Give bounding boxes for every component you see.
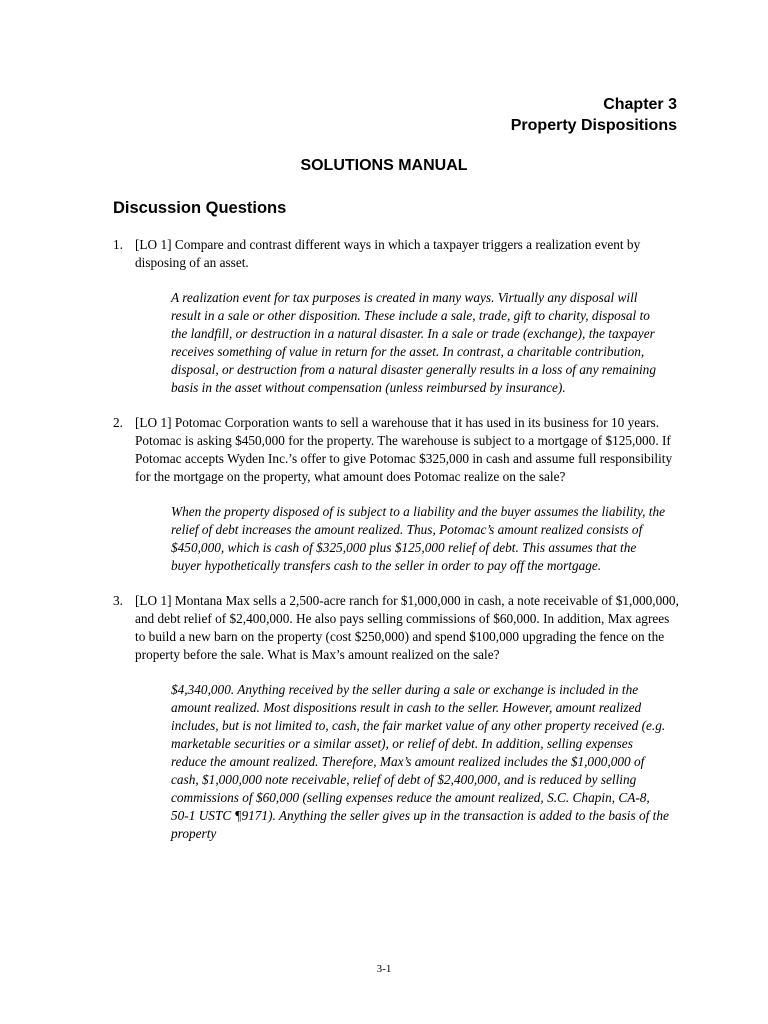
question-item-1 [113, 236, 679, 397]
answer-2: When the property disposed of is subject to a liability and the buyer assumes the liability, the relief of debt increases the amount realized. Thus, Potomac’s amount realized consists of $450,000, which is cash of $325,000 plus $125,000 relief of debt. This assumes that the buyer hypothetically transfers cash to the seller in order to pay off the mortgage. [171, 504, 666, 573]
question-1 [113, 236, 679, 272]
question-number: 3. [113, 593, 123, 608]
question-3 [113, 592, 679, 664]
page-number: 3-1 [376, 963, 392, 975]
question-text: [LO 1] Montana Max sells a 2,500-acre ranch for $1,000,000 in cash, a note receivable of $1,000,000, and debt relief of $2,400,000. He also pays selling commissions of $60,000. In addition, Max agrees to build a new barn on the property (cost $250,000) and spend $100,000 upgrading the fence on the property before the sale. What is Max’s amount realized on the sale? [135, 593, 679, 662]
chapter-header [511, 94, 677, 136]
question-2 [113, 414, 679, 486]
section-heading: Discussion Questions [113, 199, 287, 217]
chapter-number: Chapter 3 [603, 96, 677, 113]
question-item-3 [113, 592, 679, 843]
question-list [113, 236, 679, 860]
question-number: 2. [113, 415, 123, 430]
chapter-title: Property Dispositions [510, 117, 677, 134]
question-text: [LO 1] Compare and contrast different ways in which a taxpayer triggers a realization event by disposing of an asset. [135, 237, 641, 270]
question-text: [LO 1] Potomac Corporation wants to sell a warehouse that it has used in its business for 10 years. Potomac is asking $450,000 for the property. The warehouse is subject to a mortgage of $125,000. If Potomac accepts Wyden Inc.’s offer to give Potomac $325,000 in cash and assume full responsibility for the mortgage on the property, what amount does Potomac realize on the sale? [135, 415, 673, 484]
question-number: 1. [113, 237, 123, 252]
answer-1: A realization event for tax purposes is created in many ways. Virtually any disposal will result in a sale or other disposition. These include a sale, trade, gift to charity, disposal to the landfill, or destruction in a natural disaster. In a sale or trade (exchange), the taxpayer receives something of value in return for the asset. In contrast, a charitable contribution, disposal, or destruction from a natural disaster generally results in a loss of any remaining basis in the asset without compensation (unless reimbursed by insurance). [171, 290, 656, 395]
question-item-2 [113, 414, 679, 575]
answer-3: $4,340,000. Anything received by the seller during a sale or exchange is included in the amount realized. Most dispositions result in cash to the seller. However, amount realized includes, but is not limited to, cash, the fair market value of any other property received (e.g. marketable securities or a similar asset), or relief of debt. In addition, selling expenses reduce the amount realized. Therefore, Max’s amount realized includes the $1,000,000 of cash, $1,000,000 note receivable, relief of debt of $2,400,000, and is reduced by selling commissions of $60,000 (selling expenses reduce the amount realized, S.C. Chapin, CA-8, 50-1 USTC ¶9171). Anything the seller gives up in the transaction is added to the basis of the property [171, 682, 669, 841]
manual-title: SOLUTIONS MANUAL [300, 157, 468, 174]
